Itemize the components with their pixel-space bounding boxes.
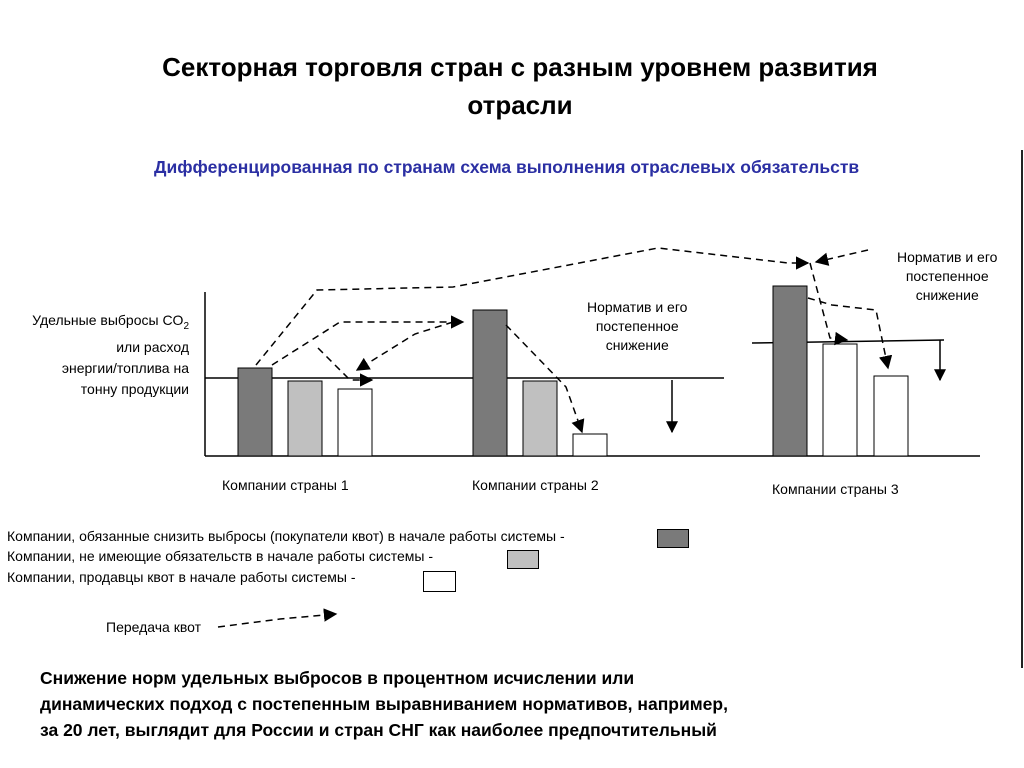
bar-country3-buyers bbox=[773, 286, 807, 456]
bar-country3-sellers bbox=[823, 344, 857, 456]
group-label-country1: Компании страны 1 bbox=[222, 477, 349, 493]
y-axis-label-subscript: 2 bbox=[183, 320, 189, 332]
conclusion-line-1: Снижение норм удельных выбросов в процентном исчислении или bbox=[40, 668, 635, 688]
transfer-arrow-legend bbox=[218, 614, 336, 627]
legend-label-buyers: Компании, обязанные снизить выбросы (покупатели квот) в начале работы системы - bbox=[7, 528, 565, 544]
conclusion-line-2: динамических подход с постепенным выравниванием нормативов, например, bbox=[40, 694, 728, 714]
norm-label-country3 bbox=[897, 248, 997, 305]
title-line-1: Секторная торговля стран с разным уровнем развития bbox=[162, 52, 878, 82]
diagram-subtitle: Дифференцированная по странам схема выполнения отраслевых обязательств bbox=[154, 157, 860, 177]
y-axis-label-line-1 bbox=[4, 310, 189, 337]
bar-country1-sellers bbox=[338, 389, 372, 456]
transfer-arrow-c3-incoming bbox=[816, 250, 868, 262]
legend-swatch-sellers bbox=[423, 571, 456, 592]
y-axis-label-line-3: энергии/топлива на bbox=[61, 359, 189, 376]
transfer-arrow-to-c1-seller bbox=[357, 322, 453, 370]
transfer-arrow-c1-local bbox=[318, 348, 372, 380]
bar-country2-neutral bbox=[523, 381, 557, 456]
group-label-country3: Компании страны 3 bbox=[772, 481, 899, 497]
y-axis-label-line-4: тонну продукции bbox=[80, 380, 189, 397]
legend-swatch-buyers bbox=[657, 529, 689, 548]
bar-country3-sellers-2 bbox=[874, 376, 908, 456]
bar-country2-buyers bbox=[473, 310, 507, 456]
title-line-2: отрасли bbox=[467, 90, 573, 120]
transfer-arrow-c3-top bbox=[810, 263, 847, 340]
transfer-label: Передача квот bbox=[106, 619, 202, 635]
legend-swatch-neutral bbox=[507, 550, 539, 569]
group-label-country2: Компании страны 2 bbox=[472, 477, 599, 493]
transfer-arrow-c1-to-c2 bbox=[272, 322, 463, 365]
transfer-arrow-c1-to-c3 bbox=[256, 248, 808, 365]
norm-label-line: Норматив и его bbox=[587, 299, 688, 315]
bar-country1-neutral bbox=[288, 381, 322, 456]
legend-label-neutral: Компании, не имеющие обязательств в начале работы системы - bbox=[7, 548, 433, 564]
conclusion-text bbox=[40, 665, 960, 743]
conclusion-line-3: за 20 лет, выглядит для России и стран СНГ как наиболее предпочтительный bbox=[40, 720, 717, 740]
norm-label-line: снижение bbox=[915, 287, 979, 303]
y-axis-label-co2: Удельные выбросы CO bbox=[32, 312, 184, 328]
norm-label-line: постепенное bbox=[905, 268, 989, 284]
legend-label-sellers: Компании, продавцы квот в начале работы системы - bbox=[7, 569, 356, 585]
bar-country2-sellers bbox=[573, 434, 607, 456]
bar-country1-buyers bbox=[238, 368, 272, 456]
norm-label-line: снижение bbox=[605, 337, 669, 353]
y-axis-label bbox=[4, 310, 189, 400]
norm-label-country2 bbox=[587, 298, 687, 355]
y-axis-label-line-2: или расход bbox=[116, 338, 189, 355]
norm-label-line: постепенное bbox=[595, 318, 679, 334]
norm-label-line: Норматив и его bbox=[897, 249, 998, 265]
